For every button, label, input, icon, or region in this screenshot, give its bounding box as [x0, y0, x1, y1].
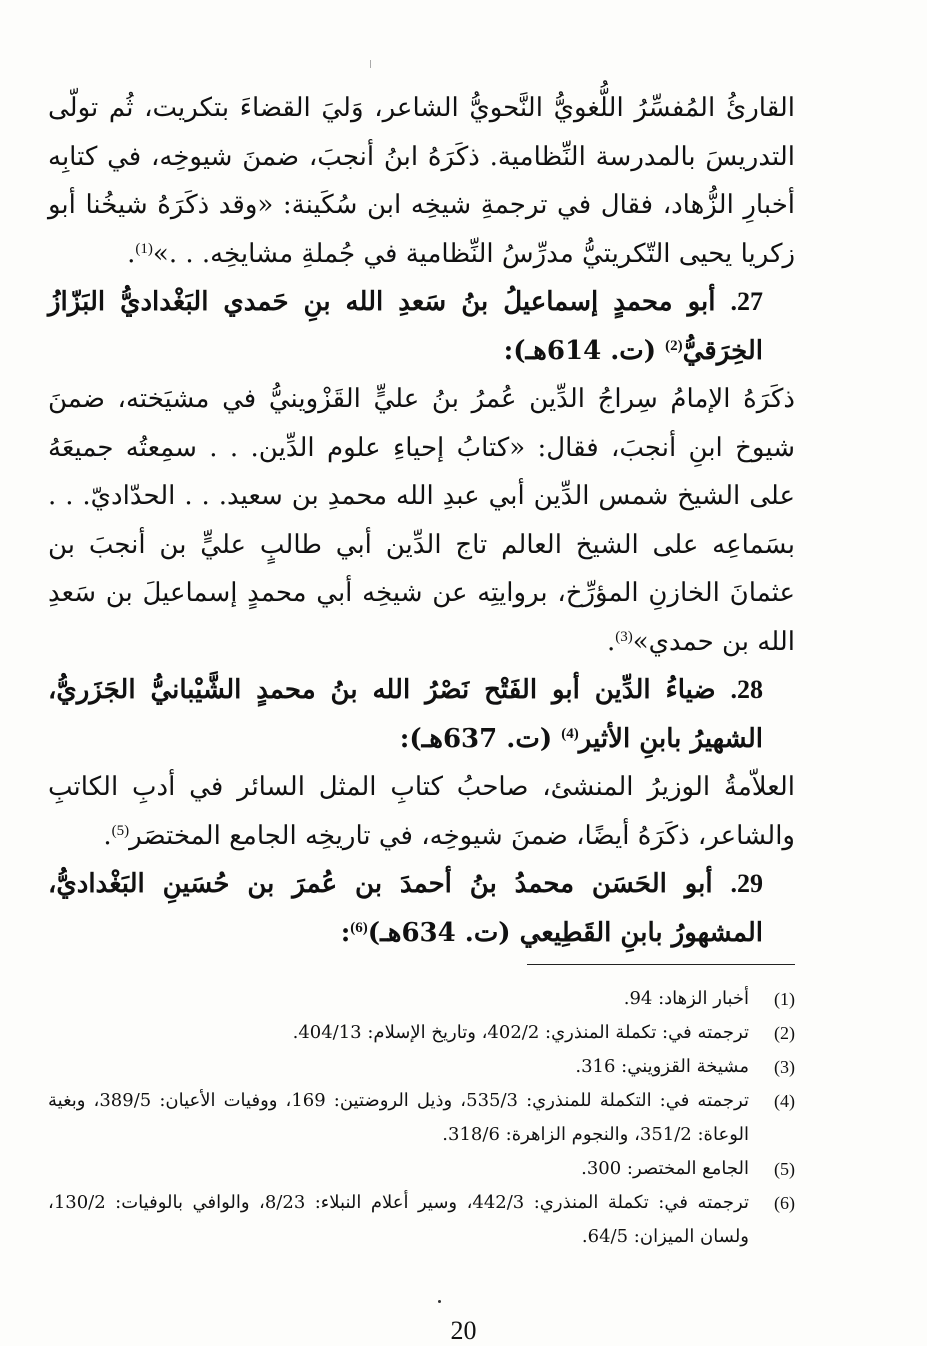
footnote-number: (1)	[774, 989, 795, 1009]
entry-name: ضياءُ الدِّين أبو الفَتْح نَصْرُ الله بنُ محمدٍ الشَّيْبانيُّ الجَزَريُّ، الشهيرُ بابنِ الأثير	[48, 675, 763, 754]
page-number: 20	[450, 1316, 477, 1345]
footnote-item	[48, 1016, 795, 1050]
footnote-item	[48, 1186, 795, 1254]
footnote-number: (5)	[774, 1159, 795, 1179]
footnote-text: أخبار الزهاد: 94.	[623, 988, 749, 1009]
footnote-ref: (2)	[665, 337, 683, 354]
period: .	[127, 238, 136, 269]
footnote-text: مشيخة القزويني: 316.	[575, 1056, 749, 1077]
footnote-text: ترجمته في: التكملة للمنذري: 535/3، وذيل الروضتين: 169، ووفيات الأعيان: 389/5، وبغية الوعاة: 351/2، والنجوم الزاهرة: 318/6.	[48, 1090, 749, 1145]
footnote-item	[48, 1084, 795, 1152]
footnote-number: (6)	[774, 1193, 795, 1213]
scan-dot	[438, 1300, 441, 1303]
paragraph-27	[48, 375, 795, 666]
footnote-item	[48, 982, 795, 1016]
footnote-number: (3)	[774, 1057, 795, 1077]
footnote-text: ترجمته في: تكملة المنذري: 442/3، وسير أعلام النبلاء: 8/23، والوافي بالوفيات: 130/2، ولسان الميزان: 64/5.	[48, 1192, 750, 1247]
footnote-text: ترجمته في: تكملة المنذري: 402/2، وتاريخ الإسلام: 404/13.	[292, 1022, 749, 1043]
main-text	[48, 84, 795, 957]
footnote-ref: (6)	[350, 919, 368, 936]
footnote-number: (4)	[774, 1091, 795, 1111]
footnote-ref: (1)	[135, 240, 153, 257]
footnote-ref: (5)	[111, 822, 130, 839]
paragraph-text: ذكَرَهُ الإمامُ سِراجُ الدِّين عُمرُ بنُ عليٍّ القَزْوينيُّ في مشيَخته، ضمنَ شيوخ ابنِ أنجبَ، فقال: «كتابُ إحياءِ علوم الدِّين. . . سمِعتُه جميعَهُ على الشيخ شمس الدِّين أبي عبدِ الله محمدِ بن سعيد. . . الحدّاديّ. . . بسَماعِه على الشيخ العالم تاج الدِّين أبي طالبٍ عليٍّ بن أنجبَ بن عثمانَ الخازنِ المؤرِّخ، بروايتِه عن شيخِه أبي محمدٍ إسماعيلَ بن سَعدِ الله بن حمدي»	[48, 384, 795, 657]
paragraph-28	[48, 763, 795, 860]
entry-date: (ت. 634هـ)	[367, 917, 511, 948]
period: .	[606, 626, 616, 657]
entry-28-heading	[48, 666, 795, 763]
entry-number: 27.	[730, 287, 763, 316]
entry-29-heading	[48, 860, 795, 957]
paragraph-intro	[48, 84, 795, 278]
entry-name: أبو الحَسَن محمدُ بنُ أحمدَ بن عُمرَ بن حُسَينِ البَغْداديُّ، المشهورُ بابنِ القَطِيعي	[48, 869, 763, 948]
footnotes	[48, 982, 795, 1254]
footnote-text: الجامع المختصر: 300.	[581, 1158, 749, 1179]
footnote-ref: (3)	[615, 628, 633, 645]
scan-mark	[370, 60, 371, 68]
colon: :	[340, 917, 351, 948]
footnote-ref: (4)	[561, 725, 579, 742]
footnote-number: (2)	[774, 1023, 795, 1043]
footnote-divider	[527, 964, 795, 965]
footnote-item	[48, 1050, 795, 1084]
entry-date: (ت. 614هـ):	[503, 335, 657, 366]
paragraph-text: القارئُ المُفسِّرُ اللُّغويُّ النَّحويُّ الشاعر، وَليَ القضاءَ بتكريت، ثُم تولّى التدريسَ بالمدرسة النِّظامية. ذكَرَهُ ابنُ أنجبَ، ضمنَ شيوخِه، في كتابِه أخبارِ الزُّهاد، فقال في ترجمةِ شيخِه ابن سُكَينة: «وقد ذكَرَهُ شيخُنا أبو زكريا يحيى التّكريتيُّ مدرِّسُ النِّظامية في جُملةِ مشايخِه. . .»	[48, 93, 795, 269]
entry-number: 29.	[730, 869, 763, 898]
entry-27-heading	[48, 278, 795, 375]
entry-date: (ت. 637هـ):	[399, 723, 553, 754]
entry-name: أبو محمدٍ إسماعيلُ بنُ سَعدِ الله بنِ حَمدي البَغْداديُّ البَزّازُ الخِرَقيُّ	[48, 287, 763, 366]
period: .	[103, 820, 112, 851]
entry-number: 28.	[730, 675, 763, 704]
paragraph-text: العلاّمةُ الوزيرُ المنشئ، صاحبُ كتابِ المثل السائر في أدبِ الكاتبِ والشاعر، ذكَرَهُ أيضًا، ضمنَ شيوخِه، في تاريخِه الجامع المختصَر	[48, 772, 795, 851]
footnote-item	[48, 1152, 795, 1186]
